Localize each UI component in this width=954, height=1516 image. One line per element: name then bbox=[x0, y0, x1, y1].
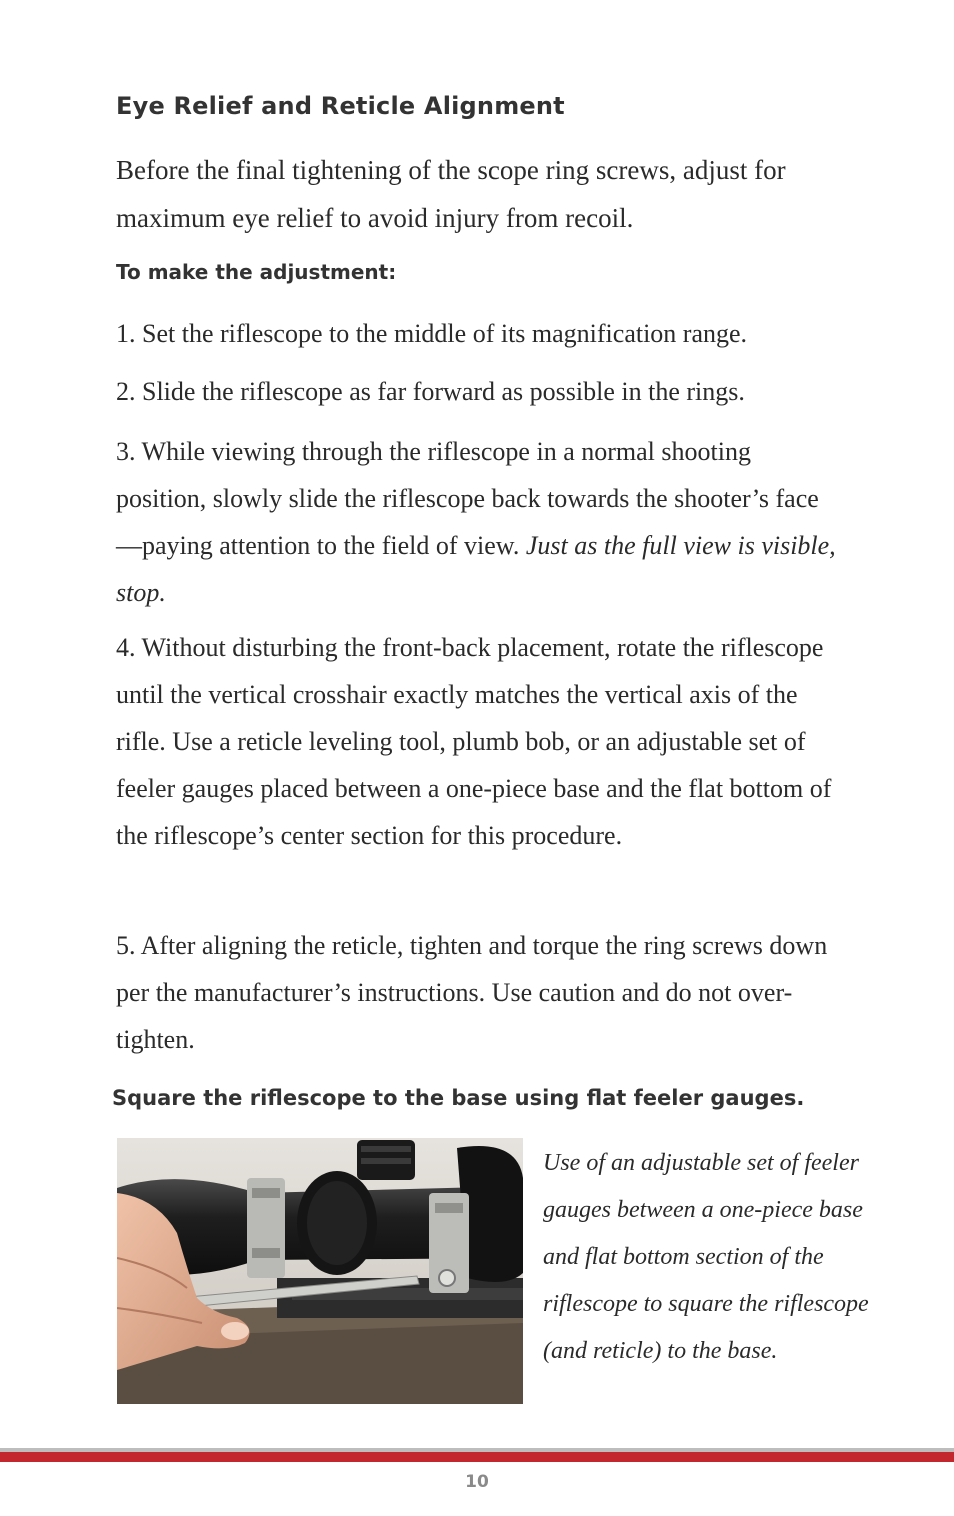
step-2: 2. Slide the riflescope as far forward as possible in the rings. bbox=[116, 377, 745, 406]
step-3 bbox=[116, 428, 836, 616]
step-3-text: 3. While viewing through the riflescope in a normal shooting position, slowly slide the riflescope back towards the shooter’s face—paying attention to the field of view. bbox=[116, 437, 819, 560]
step-3-tail: stop. bbox=[116, 578, 166, 607]
page-number: 10 bbox=[465, 1472, 489, 1492]
riflescope-photo bbox=[117, 1138, 523, 1404]
step-1: 1. Set the riflescope to the middle of its magnification range. bbox=[116, 319, 748, 348]
adjustment-subtitle: To make the adjustment: bbox=[116, 260, 397, 284]
footer-rule-red bbox=[0, 1452, 954, 1462]
step-5: 5. After aligning the reticle, tighten and torque the ring screws down per the manufacturer’s instructions. Use caution and do not over-tighten. bbox=[116, 931, 828, 1054]
intro-paragraph: Before the final tightening of the scope ring screws, adjust for maximum eye relief to avoid injury from recoil. bbox=[116, 155, 786, 233]
section-title: Eye Relief and Reticle Alignment bbox=[116, 92, 565, 120]
step-3-emphasis: Just as the full view is visible, bbox=[525, 531, 836, 560]
step-4: 4. Without disturbing the front-back placement, rotate the riflescope until the vertical crosshair exactly matches the vertical axis of the rifle. Use a reticle leveling tool, plumb bob, or an adjustable set of feeler gauges placed between a one-piece base and the flat bottom of the riflescope’s center section for this procedure. bbox=[116, 633, 832, 850]
riflescope-illustration bbox=[117, 1138, 523, 1404]
figure-heading: Square the riflescope to the base using flat feeler gauges. bbox=[112, 1086, 805, 1110]
figure-caption: Use of an adjustable set of feeler gauges between a one-piece base and flat bottom section of the riflescope to square the riflescope (and reticle) to the base. bbox=[543, 1150, 869, 1364]
